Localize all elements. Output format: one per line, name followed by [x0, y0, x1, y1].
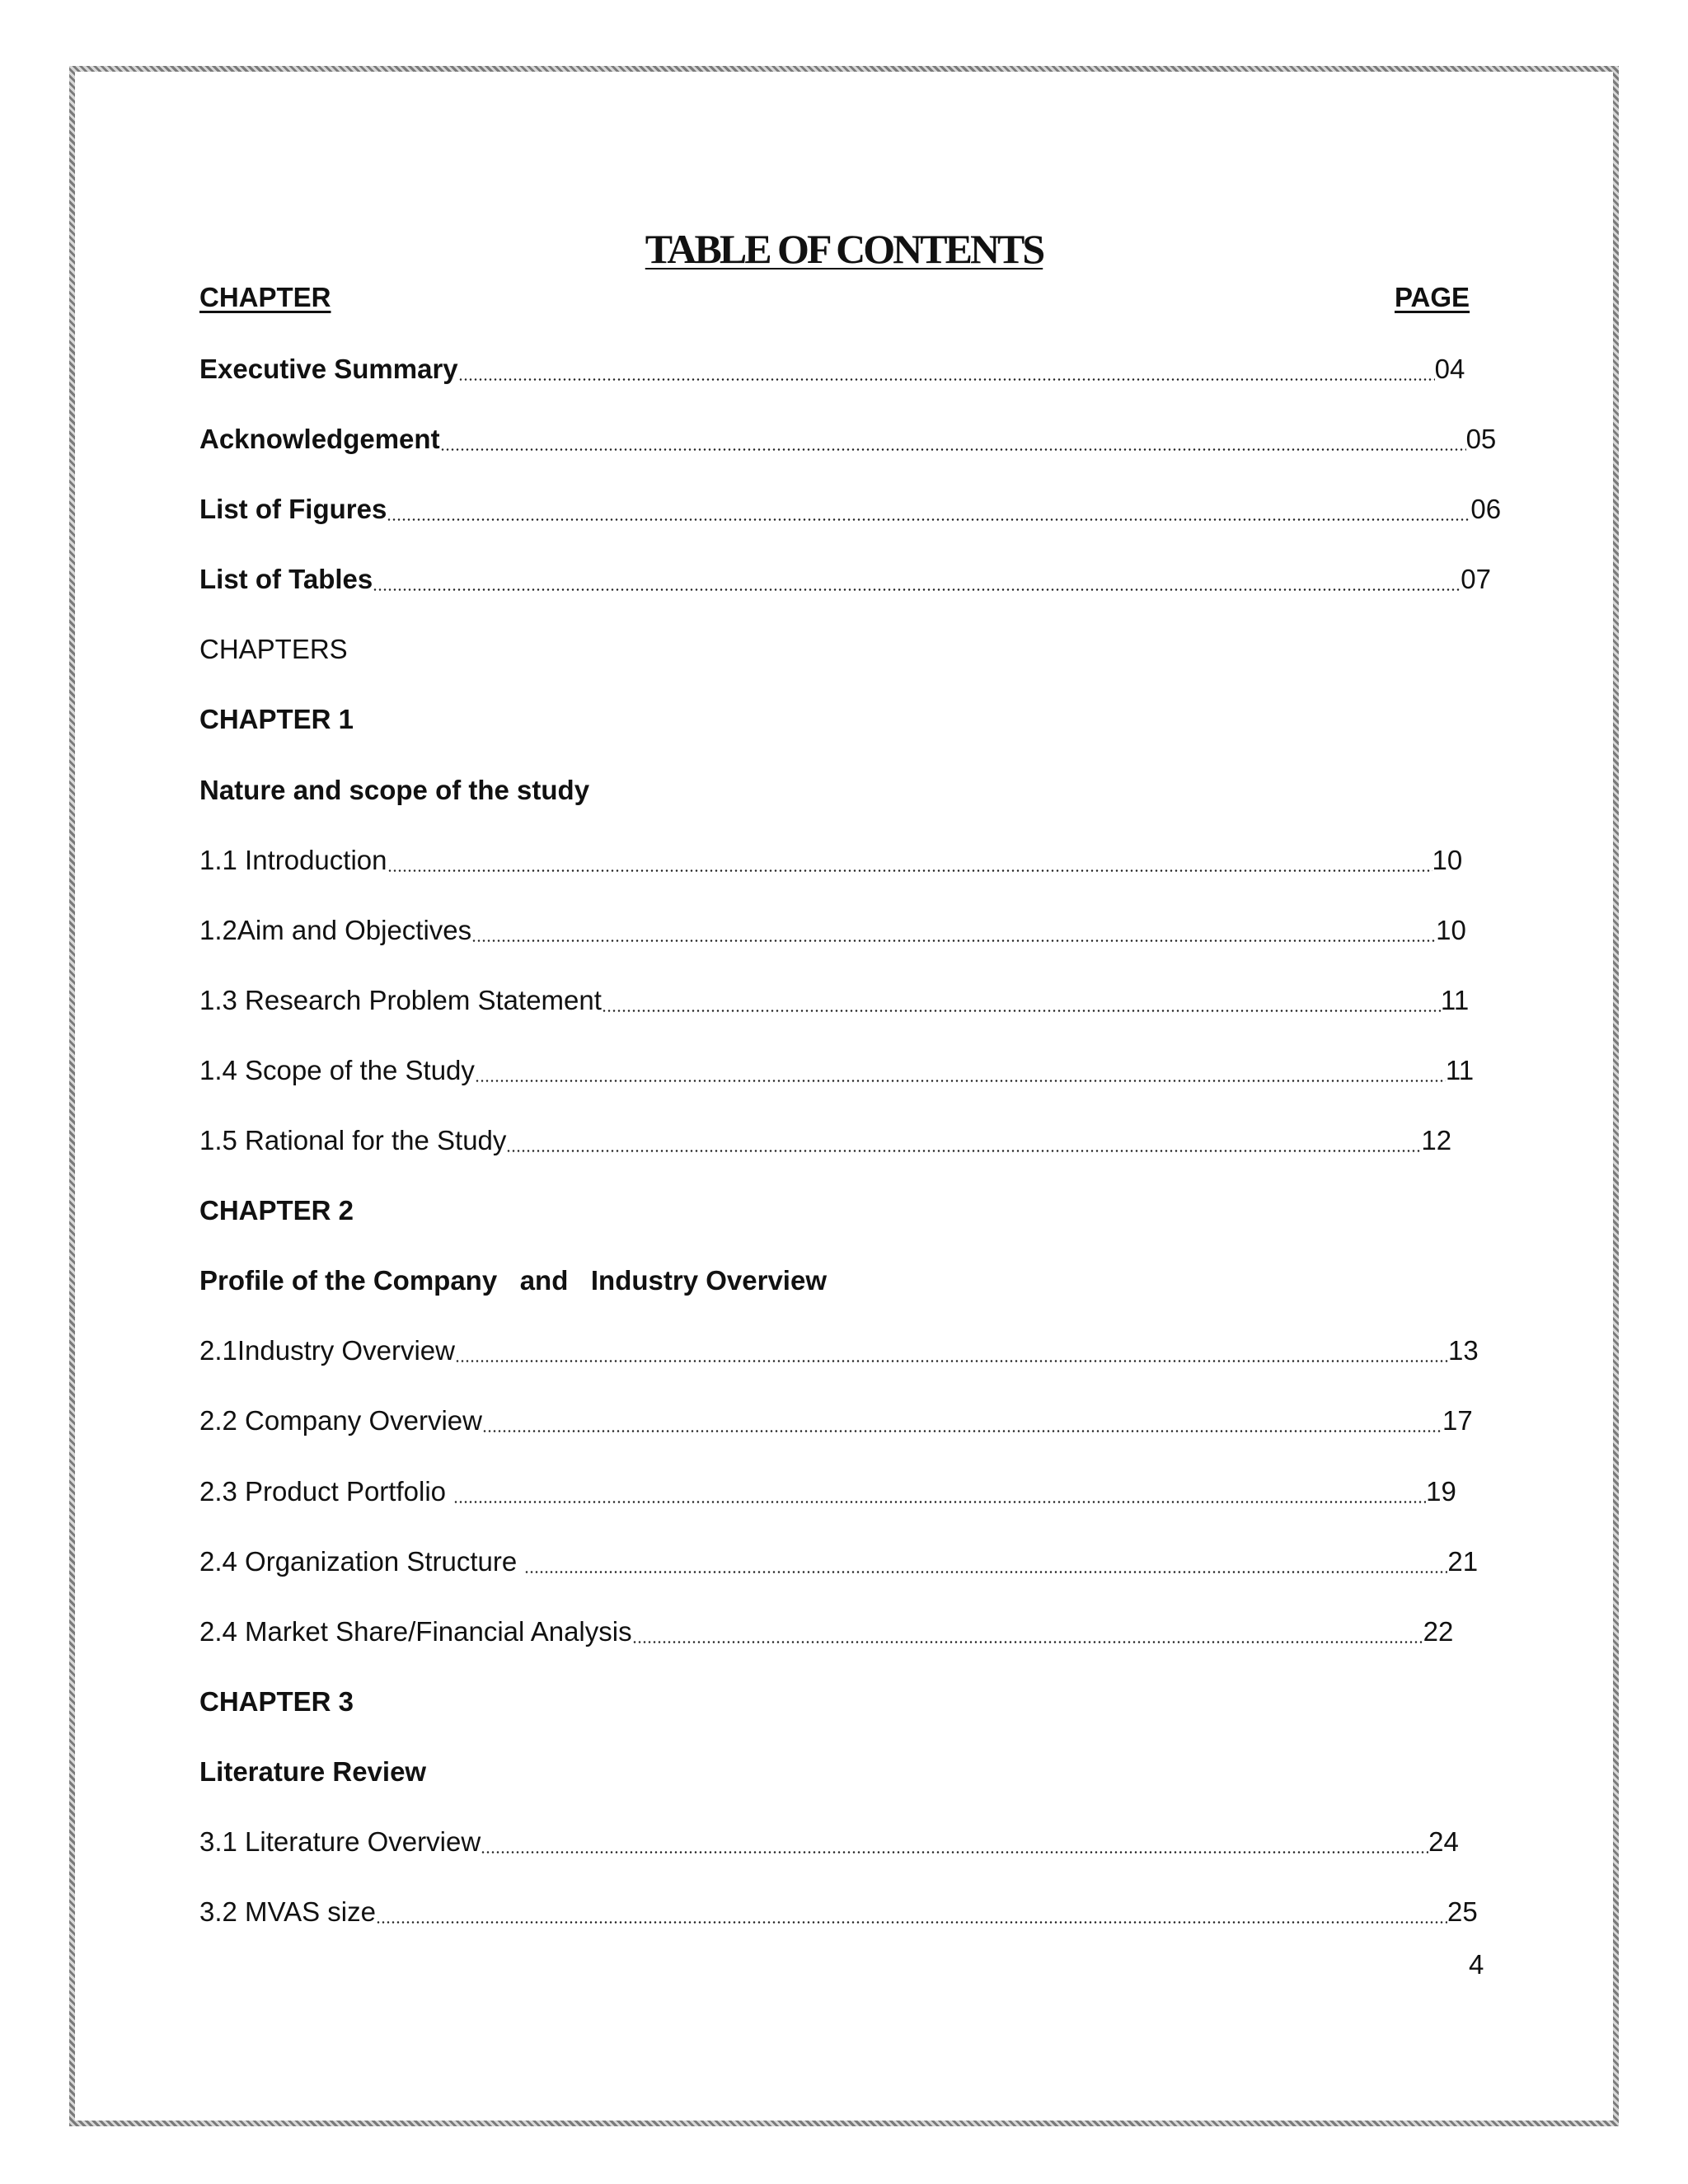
toc-entry-label: CHAPTERS: [199, 634, 348, 665]
toc-header: [199, 282, 1470, 318]
toc-entry-acknowledgement[interactable]: [199, 421, 1497, 491]
toc-entry-label: List of Figures: [199, 494, 387, 525]
toc-entry-page: 22: [1423, 1615, 1454, 1647]
toc-entry-page: 21: [1447, 1545, 1479, 1577]
toc-entry-page: 05: [1465, 424, 1497, 455]
toc-section-chapters: [199, 631, 1493, 701]
toc-entry-page: 10: [1436, 914, 1466, 945]
toc-entry-label: Nature and scope of the study: [199, 774, 590, 805]
dot-leader: [475, 1080, 1446, 1082]
toc-chapter-2-title: [199, 1263, 1493, 1333]
toc-chapter-2-heading: [199, 1193, 1493, 1263]
toc-entry-page: 10: [1432, 844, 1463, 875]
toc-entry-page: 17: [1442, 1405, 1473, 1436]
toc-chapter-1-heading: [199, 701, 1493, 771]
toc-entry-label: List of Tables: [199, 564, 373, 595]
toc-entry-1-4[interactable]: [199, 1052, 1493, 1122]
toc-entry-2-4-market-share[interactable]: [199, 1614, 1493, 1684]
toc-entry-page: 06: [1470, 494, 1502, 525]
toc-entry-1-5[interactable]: [199, 1122, 1493, 1193]
toc-chapter-3-heading: [199, 1684, 1493, 1754]
toc-entry-label: 2.3 Product Portfolio: [199, 1475, 454, 1507]
dot-leader: [387, 869, 1432, 872]
toc-entry-1-3[interactable]: [199, 982, 1493, 1052]
toc-entry-page: 04: [1434, 354, 1465, 384]
toc-entry-3-2[interactable]: [199, 1894, 1493, 1964]
toc-entry-label: CHAPTER 1: [199, 704, 354, 735]
toc-entry-2-2[interactable]: [199, 1403, 1493, 1473]
toc-entry-page: 07: [1461, 564, 1491, 595]
toc-entry-label: 1.1 Introduction: [199, 844, 387, 875]
toc-entry-label: 2.1Industry Overview: [199, 1335, 455, 1366]
toc-entry-label: Profile of the Company and Industry Overview: [199, 1265, 827, 1296]
toc-entry-label: 2.4 Market Share/Financial Analysis: [199, 1615, 632, 1647]
toc-entry-label: Executive Summary: [199, 354, 458, 384]
toc-entry-page: 25: [1447, 1896, 1478, 1928]
dot-leader: [373, 588, 1461, 591]
toc-entry-label: CHAPTER 3: [199, 1685, 354, 1717]
chapter-column-header: CHAPTER: [199, 282, 331, 312]
dot-leader: [440, 448, 1466, 451]
toc-entry-1-1[interactable]: [199, 842, 1493, 912]
toc-entry-2-4-organization[interactable]: [199, 1544, 1493, 1614]
toc-entry-2-1[interactable]: [199, 1333, 1493, 1403]
dot-leader: [387, 518, 1470, 521]
dot-leader: [524, 1571, 1447, 1573]
toc-entry-label: Acknowledgement: [199, 424, 440, 455]
toc-entry-page: 12: [1421, 1125, 1452, 1156]
toc-entry-page: 11: [1440, 984, 1470, 1015]
dot-leader: [458, 378, 1435, 381]
toc-entry-label: 3.2 MVAS size: [199, 1896, 376, 1928]
dot-leader: [632, 1641, 1423, 1643]
toc-entry-2-3[interactable]: [199, 1474, 1493, 1544]
toc-entry-label: 1.3 Research Problem Statement: [199, 984, 602, 1015]
toc-entry-label: 1.2Aim and Objectives: [199, 914, 472, 945]
dot-leader: [506, 1150, 1421, 1152]
dot-leader: [376, 1921, 1447, 1924]
toc-entry-label: 3.1 Literature Overview: [199, 1825, 481, 1857]
toc-entry-page: 19: [1426, 1475, 1456, 1507]
dot-leader: [471, 940, 1436, 942]
toc-list: [199, 351, 1502, 1964]
toc-entry-page: 11: [1445, 1054, 1475, 1085]
toc-entry-page: 24: [1428, 1825, 1459, 1857]
dot-leader: [481, 1851, 1428, 1854]
toc-entry-executive-summary[interactable]: [199, 351, 1493, 421]
dot-leader: [455, 1360, 1448, 1362]
page-column-header: PAGE: [1395, 282, 1470, 312]
toc-chapter-1-title: [199, 772, 1493, 842]
page-title-text: TABLE OF CONTENTS: [645, 225, 1043, 272]
toc-entry-list-of-tables[interactable]: [199, 561, 1493, 631]
toc-entry-1-2[interactable]: [199, 912, 1493, 982]
page-title: [0, 224, 1688, 274]
toc-entry-label: 1.4 Scope of the Study: [199, 1054, 475, 1085]
toc-chapter-3-title: [199, 1754, 1493, 1824]
dot-leader: [482, 1430, 1442, 1432]
toc-entry-label: Literature Review: [199, 1755, 427, 1787]
toc-entry-label: CHAPTER 2: [199, 1195, 354, 1226]
toc-entry-3-1[interactable]: [199, 1824, 1493, 1894]
toc-entry-list-of-figures[interactable]: [199, 491, 1502, 561]
toc-entry-label: 2.4 Organization Structure: [199, 1545, 525, 1577]
page-number: 4: [1469, 1949, 1484, 1980]
toc-entry-page: 13: [1447, 1335, 1479, 1366]
toc-entry-label: 1.5 Rational for the Study: [199, 1125, 507, 1156]
dot-leader: [602, 1010, 1441, 1012]
toc-entry-label: 2.2 Company Overview: [199, 1405, 482, 1436]
dot-leader: [453, 1501, 1426, 1503]
